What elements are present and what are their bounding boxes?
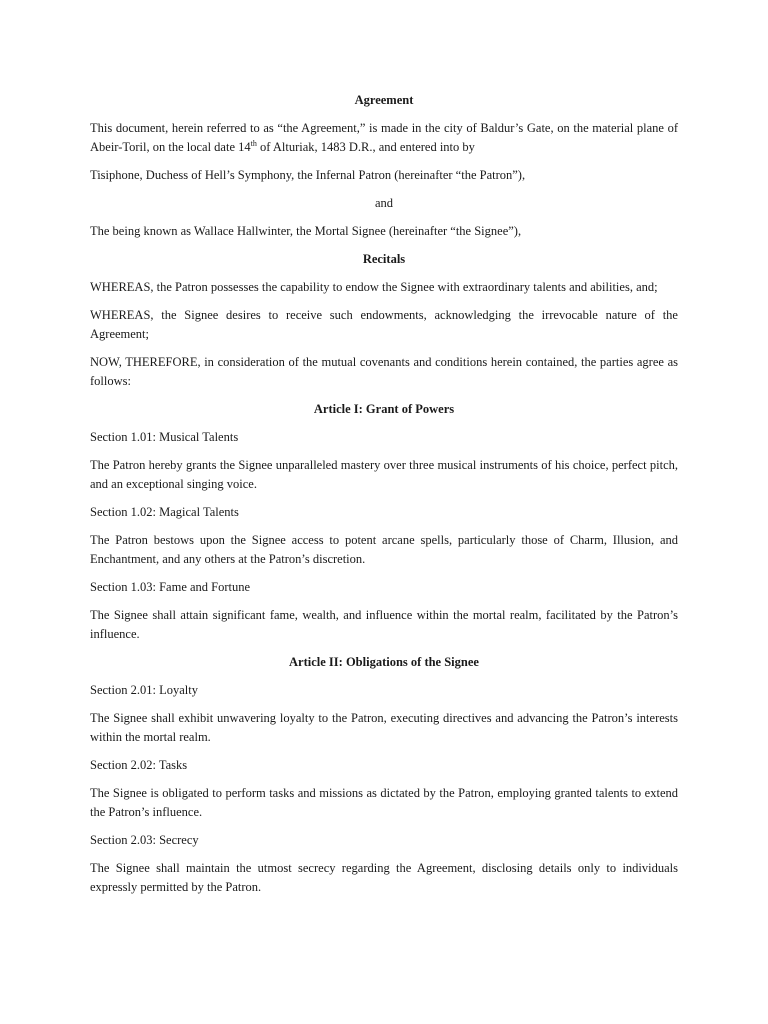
- section-2-01-body: The Signee shall exhibit unwavering loyalty to the Patron, executing directives and advancing the Patron’s interests within the mortal realm.: [90, 711, 678, 744]
- intro-text-start: This document, herein referred to as “the Agreement,” is made in the city of Baldur’s Gate, on the material plane of Abeir-Toril, on the local date 14: [90, 121, 678, 154]
- section-2-01-title: Section 2.01: Loyalty: [90, 683, 198, 697]
- recital-whereas-1: WHEREAS, the Patron possesses the capability to endow the Signee with extraordinary talents and abilities, and;: [90, 280, 658, 294]
- section-2-02-title: Section 2.02: Tasks: [90, 758, 188, 772]
- and-conjunction: and: [374, 196, 394, 210]
- recital-whereas-2: WHEREAS, the Signee desires to receive such endowments, acknowledging the irrevocable nature of the Agreement;: [90, 308, 678, 341]
- intro-text-end: of Alturiak, 1483 D.R., and entered into by: [256, 140, 475, 154]
- document-page: [90, 91, 678, 906]
- recitals-heading: Recitals: [362, 252, 406, 266]
- section-2-03-title: Section 2.03: Secrecy: [90, 833, 199, 847]
- document-title: Agreement: [354, 93, 414, 107]
- section-1-03-title: Section 1.03: Fame and Fortune: [90, 580, 251, 594]
- section-1-01-title: Section 1.01: Musical Talents: [90, 430, 239, 444]
- recital-now-therefore: NOW, THEREFORE, in consideration of the mutual covenants and conditions herein contained, the parties agree as follows:: [90, 355, 678, 388]
- section-1-02-title: Section 1.02: Magical Talents: [90, 505, 239, 519]
- article-1-heading: Article I: Grant of Powers: [313, 402, 455, 416]
- section-2-03-body: The Signee shall maintain the utmost secrecy regarding the Agreement, disclosing details only to individuals expressly permitted by the Patron.: [90, 861, 678, 894]
- date-ordinal-superscript: th: [250, 138, 257, 148]
- article-2-heading: Article II: Obligations of the Signee: [289, 655, 479, 669]
- intro-paragraph: [90, 119, 678, 157]
- party-patron: Tisiphone, Duchess of Hell’s Symphony, the Infernal Patron (hereinafter “the Patron”),: [90, 168, 526, 182]
- section-1-02-body: The Patron bestows upon the Signee access to potent arcane spells, particularly those of Charm, Illusion, and Enchantment, and any others at the Patron’s discretion.: [90, 533, 678, 566]
- section-2-02-body: The Signee is obligated to perform tasks and missions as dictated by the Patron, employing granted talents to extend the Patron’s influence.: [90, 786, 678, 819]
- section-1-03-body: The Signee shall attain significant fame, wealth, and influence within the mortal realm, facilitated by the Patron’s influence.: [90, 608, 678, 641]
- party-signee: The being known as Wallace Hallwinter, the Mortal Signee (hereinafter “the Signee”),: [90, 224, 522, 238]
- section-1-01-body: The Patron hereby grants the Signee unparalleled mastery over three musical instruments of his choice, perfect pitch, and an exceptional singing voice.: [90, 458, 678, 491]
